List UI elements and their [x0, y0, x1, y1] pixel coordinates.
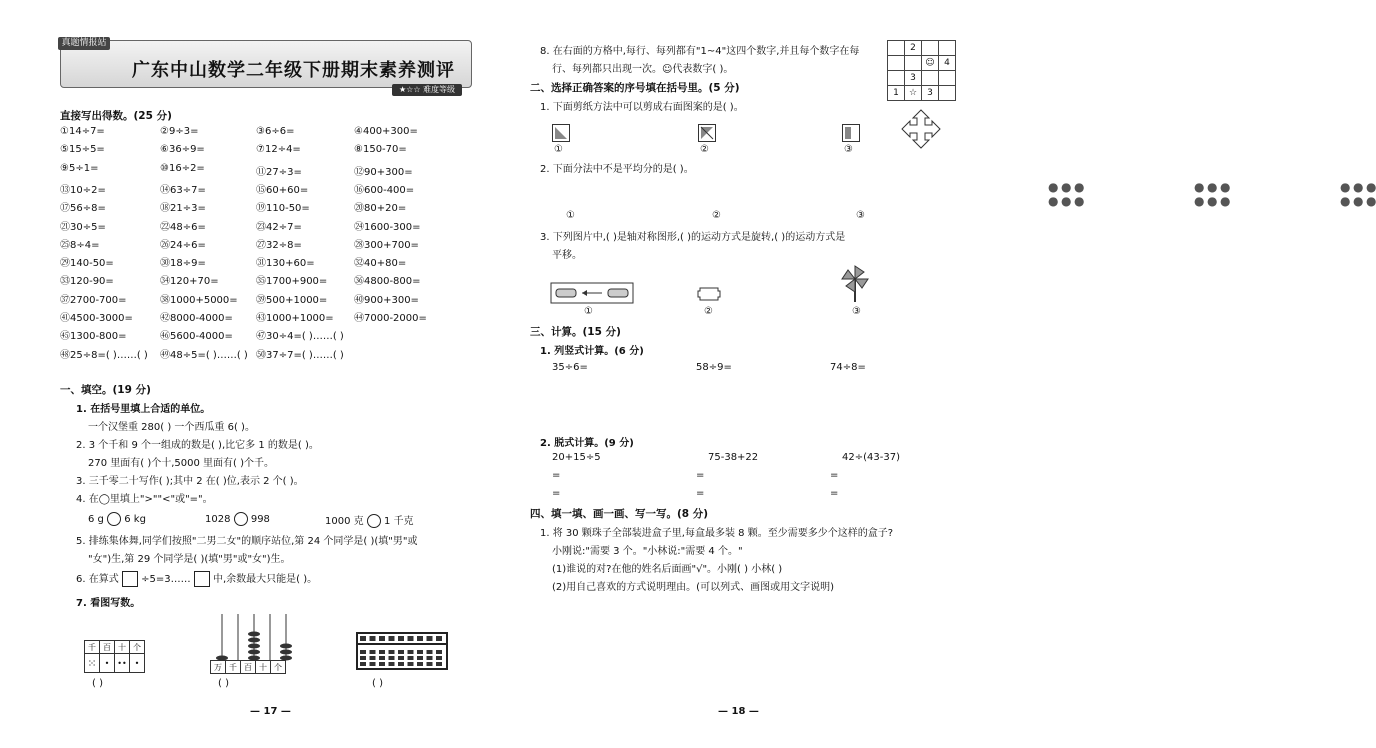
- grid-cell: 3: [922, 86, 939, 101]
- place-header: 百: [241, 661, 256, 674]
- place-header: 万: [211, 661, 226, 674]
- calc-item: ⑲110-50=: [256, 203, 310, 215]
- answer-blank-1[interactable]: ( ): [92, 678, 103, 689]
- abacus-bead: [427, 656, 433, 660]
- calc-item: ㉟1700+900=: [256, 276, 328, 288]
- calc-q1-item-1: 35÷6=: [552, 362, 588, 373]
- fruit-icon: ●: [1220, 194, 1231, 208]
- page-number-left: — 17 —: [250, 706, 291, 717]
- calc-item: ㊷8000-4000=: [160, 313, 233, 324]
- header-tag: 真题情报站: [58, 37, 110, 50]
- fill-q5a: "女")生,第 29 个同学是( )(填"男"或"女")生。: [88, 554, 291, 565]
- abacus-bead: [389, 662, 395, 666]
- bone-shape-image: [696, 284, 722, 304]
- choice-q1-label-3: ③: [844, 144, 853, 155]
- abacus-bead: [417, 656, 423, 660]
- calc-item: ㉝120-90=: [60, 276, 114, 288]
- calc-item: ㉘300+700=: [354, 239, 419, 251]
- fill-q6-part1: 6. 在算式: [76, 574, 119, 585]
- abacus-bead: [436, 636, 442, 641]
- draw-q1: 1. 将 30 颗珠子全部装进盒子里,每盒最多装 8 颗。至少需要多少个这样的盒子?: [540, 528, 894, 539]
- fruit-icon: ●: [1353, 194, 1364, 208]
- eq-1b: =: [552, 488, 561, 499]
- abacus-bead: [408, 650, 414, 654]
- fruit-icon: ●: [1366, 194, 1376, 208]
- abacus-bead: [417, 636, 423, 641]
- compare-3-right: 1 千克: [384, 516, 414, 527]
- abacus-bead: [427, 662, 433, 666]
- abacus-bead: [370, 662, 376, 666]
- calc-heading: 三、计算。(15 分): [530, 326, 621, 338]
- abacus-bead: [427, 650, 433, 654]
- fill-q1a: 一个汉堡重 280( ) 一个西瓜重 6( )。: [88, 422, 255, 433]
- fill-q2: 2. 3 个千和 9 个一组成的数是( ),比它多 1 的数是( )。: [76, 440, 319, 451]
- abacus-bead: [370, 636, 376, 641]
- fill-q3: 3. 三千零二十写作( );其中 2 在( )位,表示 2 个( )。: [76, 476, 304, 487]
- calc-item: ㊸1000+1000=: [256, 313, 334, 324]
- q8-text-1: 8. 在右面的方格中,每行、每列都有"1~4"这四个数字,并且每个数字在每: [540, 46, 860, 57]
- calc-item: ㉚18÷9=: [160, 258, 206, 270]
- fill-q1: 1. 在括号里填上合适的单位。: [76, 404, 211, 415]
- difficulty-badge: ★☆☆ 难度等级: [392, 84, 462, 96]
- calc-item: ㉜40+80=: [354, 258, 407, 270]
- calc-item: ③6÷6=: [256, 126, 295, 137]
- cross-arrow-pattern: [900, 108, 942, 150]
- abacus-bead: [408, 636, 414, 641]
- calc-item: ㉞120+70=: [160, 276, 219, 288]
- grid-cell: ☺: [922, 56, 939, 71]
- fruit-icon: ●: [1194, 180, 1205, 194]
- calc-item: ㉔1600-300=: [354, 221, 421, 233]
- fruit-icon: ●: [1061, 194, 1072, 208]
- abacus-bead: [389, 650, 395, 654]
- calc-item: ㊼30÷4=( )……( ): [256, 331, 344, 343]
- place-header: 十: [115, 641, 130, 654]
- calc-item: ②9÷3=: [160, 126, 199, 137]
- draw-q1b: (1)谁说的对?在他的姓名后面画"√"。小刚( ) 小林( ): [552, 564, 783, 575]
- fruit-icon: ●: [1074, 180, 1085, 194]
- compare-circle-2[interactable]: [234, 512, 248, 526]
- abacus-bead: [408, 662, 414, 666]
- compare-3: [325, 512, 414, 528]
- compare-1-left: 6 g: [88, 514, 104, 525]
- fill-q6: [76, 570, 317, 587]
- eq-2b: =: [696, 488, 705, 499]
- grid-cell: 4: [939, 56, 956, 71]
- abacus-bead: [379, 662, 385, 666]
- compare-1-right: 6 kg: [124, 514, 146, 525]
- choice-q3-label-2: ②: [704, 306, 713, 317]
- calc-item: ⑫90+300=: [354, 166, 413, 178]
- fruit-icon: ●: [1048, 194, 1059, 208]
- choice-q1-label-1: ①: [554, 144, 563, 155]
- answer-blank-2[interactable]: ( ): [218, 678, 229, 689]
- fruit-icon: ●: [1048, 180, 1059, 194]
- grid-cell: ☆: [905, 86, 922, 101]
- abacus-picture: [356, 632, 448, 670]
- fill-heading: 一、填空。(19 分): [60, 384, 151, 396]
- calc-item: ⑩16÷2=: [160, 162, 205, 174]
- calc-item: ㊹7000-2000=: [354, 313, 427, 324]
- calc-item: ⑧150-70=: [354, 144, 407, 156]
- fruit-icon: ●: [1220, 180, 1231, 194]
- place-value-chart-1: 千 百 十 个 ⁙ • •• •: [84, 640, 145, 673]
- eq-2a: =: [696, 470, 705, 481]
- fruit-icon: ●: [1061, 180, 1072, 194]
- compare-3-left: 1000 克: [325, 516, 364, 527]
- choice-q3-label-1: ①: [584, 306, 593, 317]
- abacus-bead: [436, 656, 442, 660]
- compare-2-left: 1028: [205, 514, 231, 525]
- calc-q2: 2. 脱式计算。(9 分): [540, 438, 634, 449]
- calc-q1-item-2: 58÷9=: [696, 362, 732, 373]
- calc-item: ⑬10÷2=: [60, 184, 106, 196]
- fruit-icon: ●: [1074, 194, 1085, 208]
- direct-calc-heading: 直接写出得数。(25 分): [60, 110, 172, 122]
- abacus-bead: [379, 656, 385, 660]
- abacus-bead: [370, 650, 376, 654]
- page-number-right: — 18 —: [718, 706, 759, 717]
- compare-2-right: 998: [250, 514, 270, 525]
- calc-item: ⑮60+60=: [256, 184, 309, 196]
- calc-item: ⑥36÷9=: [160, 144, 205, 156]
- fruit-icon: ●: [1340, 180, 1351, 194]
- eq-3a: =: [830, 470, 839, 481]
- calc-item: ㊻5600-4000=: [160, 331, 233, 343]
- abacus-bead: [436, 662, 442, 666]
- calc-item: ㊵900+300=: [354, 294, 419, 306]
- abacus-bead: [398, 656, 404, 660]
- place-header: 个: [130, 641, 145, 654]
- choice-q3b: 平移。: [552, 250, 582, 261]
- calc-item: ㊿37÷7=( )……( ): [256, 349, 344, 361]
- calc-item: ⑱21÷3=: [160, 203, 206, 215]
- calc-item: ⑨5÷1=: [60, 162, 99, 174]
- right-page-body: [500, 0, 1376, 748]
- choice-q2-label-3: ③: [856, 210, 865, 221]
- eq-1a: =: [552, 470, 561, 481]
- compare-1: [88, 512, 146, 526]
- calc-item: ㊱4800-800=: [354, 276, 421, 288]
- calc-item: ㊴500+1000=: [256, 294, 328, 306]
- abacus-bead: [370, 656, 376, 660]
- calc-item: ⑦12÷4=: [256, 144, 301, 156]
- choice-q3a: 3. 下列图片中,( )是轴对称图形,( )的运动方式是旋转,( )的运动方式是: [540, 232, 846, 243]
- calc-item: ⑤15÷5=: [60, 144, 105, 156]
- fill-q7: 7. 看图写数。: [76, 598, 141, 609]
- place-header: 个: [271, 661, 286, 674]
- fruit-icon: ●: [1353, 180, 1364, 194]
- calc-item: ㉕8÷4=: [60, 239, 100, 251]
- grid-cell: 3: [905, 71, 922, 86]
- choice-q2-label-1: ①: [566, 210, 575, 221]
- answer-blank-3[interactable]: ( ): [372, 678, 383, 689]
- calc-item: ㉙140-50=: [60, 258, 114, 270]
- calc-item: ㉛130+60=: [256, 258, 315, 270]
- compare-circle-3[interactable]: [367, 514, 381, 528]
- grid-cell: 1: [888, 86, 905, 101]
- calc-item: ⑯600-400=: [354, 184, 415, 196]
- blank-box-1[interactable]: [122, 571, 138, 587]
- place-header: 百: [100, 641, 115, 654]
- abacus-bead: [360, 656, 366, 660]
- abacus-bead: [427, 636, 433, 641]
- fold-option-2: [698, 124, 716, 142]
- calc-item: ①14÷7=: [60, 126, 105, 137]
- fill-q6-part2: ÷5=3……: [141, 574, 191, 585]
- abacus-bead: [417, 662, 423, 666]
- fill-q6-part3: 中,余数最大只能是( )。: [212, 574, 318, 585]
- calc-item: ㊽25÷8=( )……( ): [60, 349, 148, 361]
- fill-q5: 5. 排练集体舞,同学们按照"二男二女"的顺序站位,第 24 个同学是( )(填"男"或: [76, 536, 418, 547]
- fill-q2a: 270 里面有( )个十,5000 里面有( )个千。: [88, 458, 275, 469]
- calc-item: ㊳1000+5000=: [160, 294, 238, 306]
- choice-q2-label-2: ②: [712, 210, 721, 221]
- abacus-bead: [389, 636, 395, 641]
- abacus-bead: [360, 650, 366, 654]
- choice-q2: 2. 下面分法中不是平均分的是( )。: [540, 164, 694, 175]
- page-title: 广东中山数学二年级下册期末素养测评: [132, 60, 455, 81]
- calc-q2-item-3: 42÷(43-37): [842, 452, 900, 463]
- calc-item: ⑪27÷3=: [256, 166, 302, 178]
- choice-q1: 1. 下面剪纸方法中可以剪成右面图案的是( )。: [540, 102, 744, 113]
- calc-item: ㉓42÷7=: [256, 221, 302, 233]
- draw-heading: 四、填一填、画一画、写一写。(8 分): [530, 508, 709, 520]
- calc-q1-item-3: 74÷8=: [830, 362, 866, 373]
- place-header: 千: [85, 641, 100, 654]
- cars-translation-image: [550, 282, 634, 304]
- place-header: 十: [256, 661, 271, 674]
- abacus-bead: [360, 662, 366, 666]
- choice-heading: 二、选择正确答案的序号填在括号里。(5 分): [530, 82, 740, 94]
- abacus-bead: [389, 656, 395, 660]
- place-value-chart-2: [210, 660, 286, 674]
- calc-item: ⑳80+20=: [354, 203, 407, 215]
- calc-item: ㊾48÷5=( )……( ): [160, 349, 248, 361]
- calc-q1: 1. 列竖式计算。(6 分): [540, 346, 644, 357]
- fill-q4: 4. 在◯里填上">""<"或"="。: [76, 494, 213, 505]
- abacus-bead: [398, 650, 404, 654]
- calc-item: ⑰56÷8=: [60, 203, 106, 215]
- abacus-bead: [379, 636, 385, 641]
- calc-item: ㉒48÷6=: [160, 221, 206, 233]
- abacus-bead: [398, 662, 404, 666]
- compare-circle-1[interactable]: [107, 512, 121, 526]
- abacus-bead: [417, 650, 423, 654]
- left-page: [0, 0, 500, 748]
- fruit-icon: ●: [1207, 194, 1218, 208]
- fruit-icon: ●: [1194, 194, 1205, 208]
- grid-cell: 2: [905, 41, 922, 56]
- abacus-bead: [360, 636, 366, 641]
- calc-item: ㊶4500-3000=: [60, 313, 133, 324]
- calc-item: ㊲2700-700=: [60, 294, 127, 306]
- abacus-bead: [398, 636, 404, 641]
- eq-3b: =: [830, 488, 839, 499]
- calc-item: ㊺1300-800=: [60, 331, 127, 343]
- abacus-bead: [436, 650, 442, 654]
- fold-option-1: [552, 124, 570, 142]
- place-header: 千: [226, 661, 241, 674]
- fold-option-3: [842, 124, 860, 142]
- calc-item: ④400+300=: [354, 126, 418, 137]
- calc-item: ㉗32÷8=: [256, 239, 302, 251]
- compare-2: [205, 512, 270, 526]
- counting-frame-rods: [210, 612, 294, 662]
- calc-item: ⑭63÷7=: [160, 184, 206, 196]
- fruit-icon: ●: [1207, 180, 1218, 194]
- calc-q2-item-1: 20+15÷5: [552, 452, 601, 463]
- fruit-icon: ●: [1340, 194, 1351, 208]
- draw-q1a: 小刚说:"需要 3 个。"小林说:"需要 4 个。": [552, 546, 743, 557]
- abacus-bead: [379, 650, 385, 654]
- choice-q1-label-2: ②: [700, 144, 709, 155]
- calc-item: ㉖24÷6=: [160, 239, 206, 251]
- calc-item: ㉑30÷5=: [60, 221, 106, 233]
- draw-q1c: (2)用自己喜欢的方式说明理由。(可以列式、画图或用文字说明): [552, 582, 834, 593]
- q8-text-2: 行、每列都只出现一次。☺代表数字( )。: [552, 64, 734, 75]
- choice-q3-label-3: ③: [852, 306, 861, 317]
- calc-q2-item-2: 75-38+22: [708, 452, 759, 463]
- fruit-icon: ●: [1366, 180, 1376, 194]
- blank-box-2[interactable]: [194, 571, 210, 587]
- abacus-bead: [408, 656, 414, 660]
- pinwheel-image: [840, 264, 870, 304]
